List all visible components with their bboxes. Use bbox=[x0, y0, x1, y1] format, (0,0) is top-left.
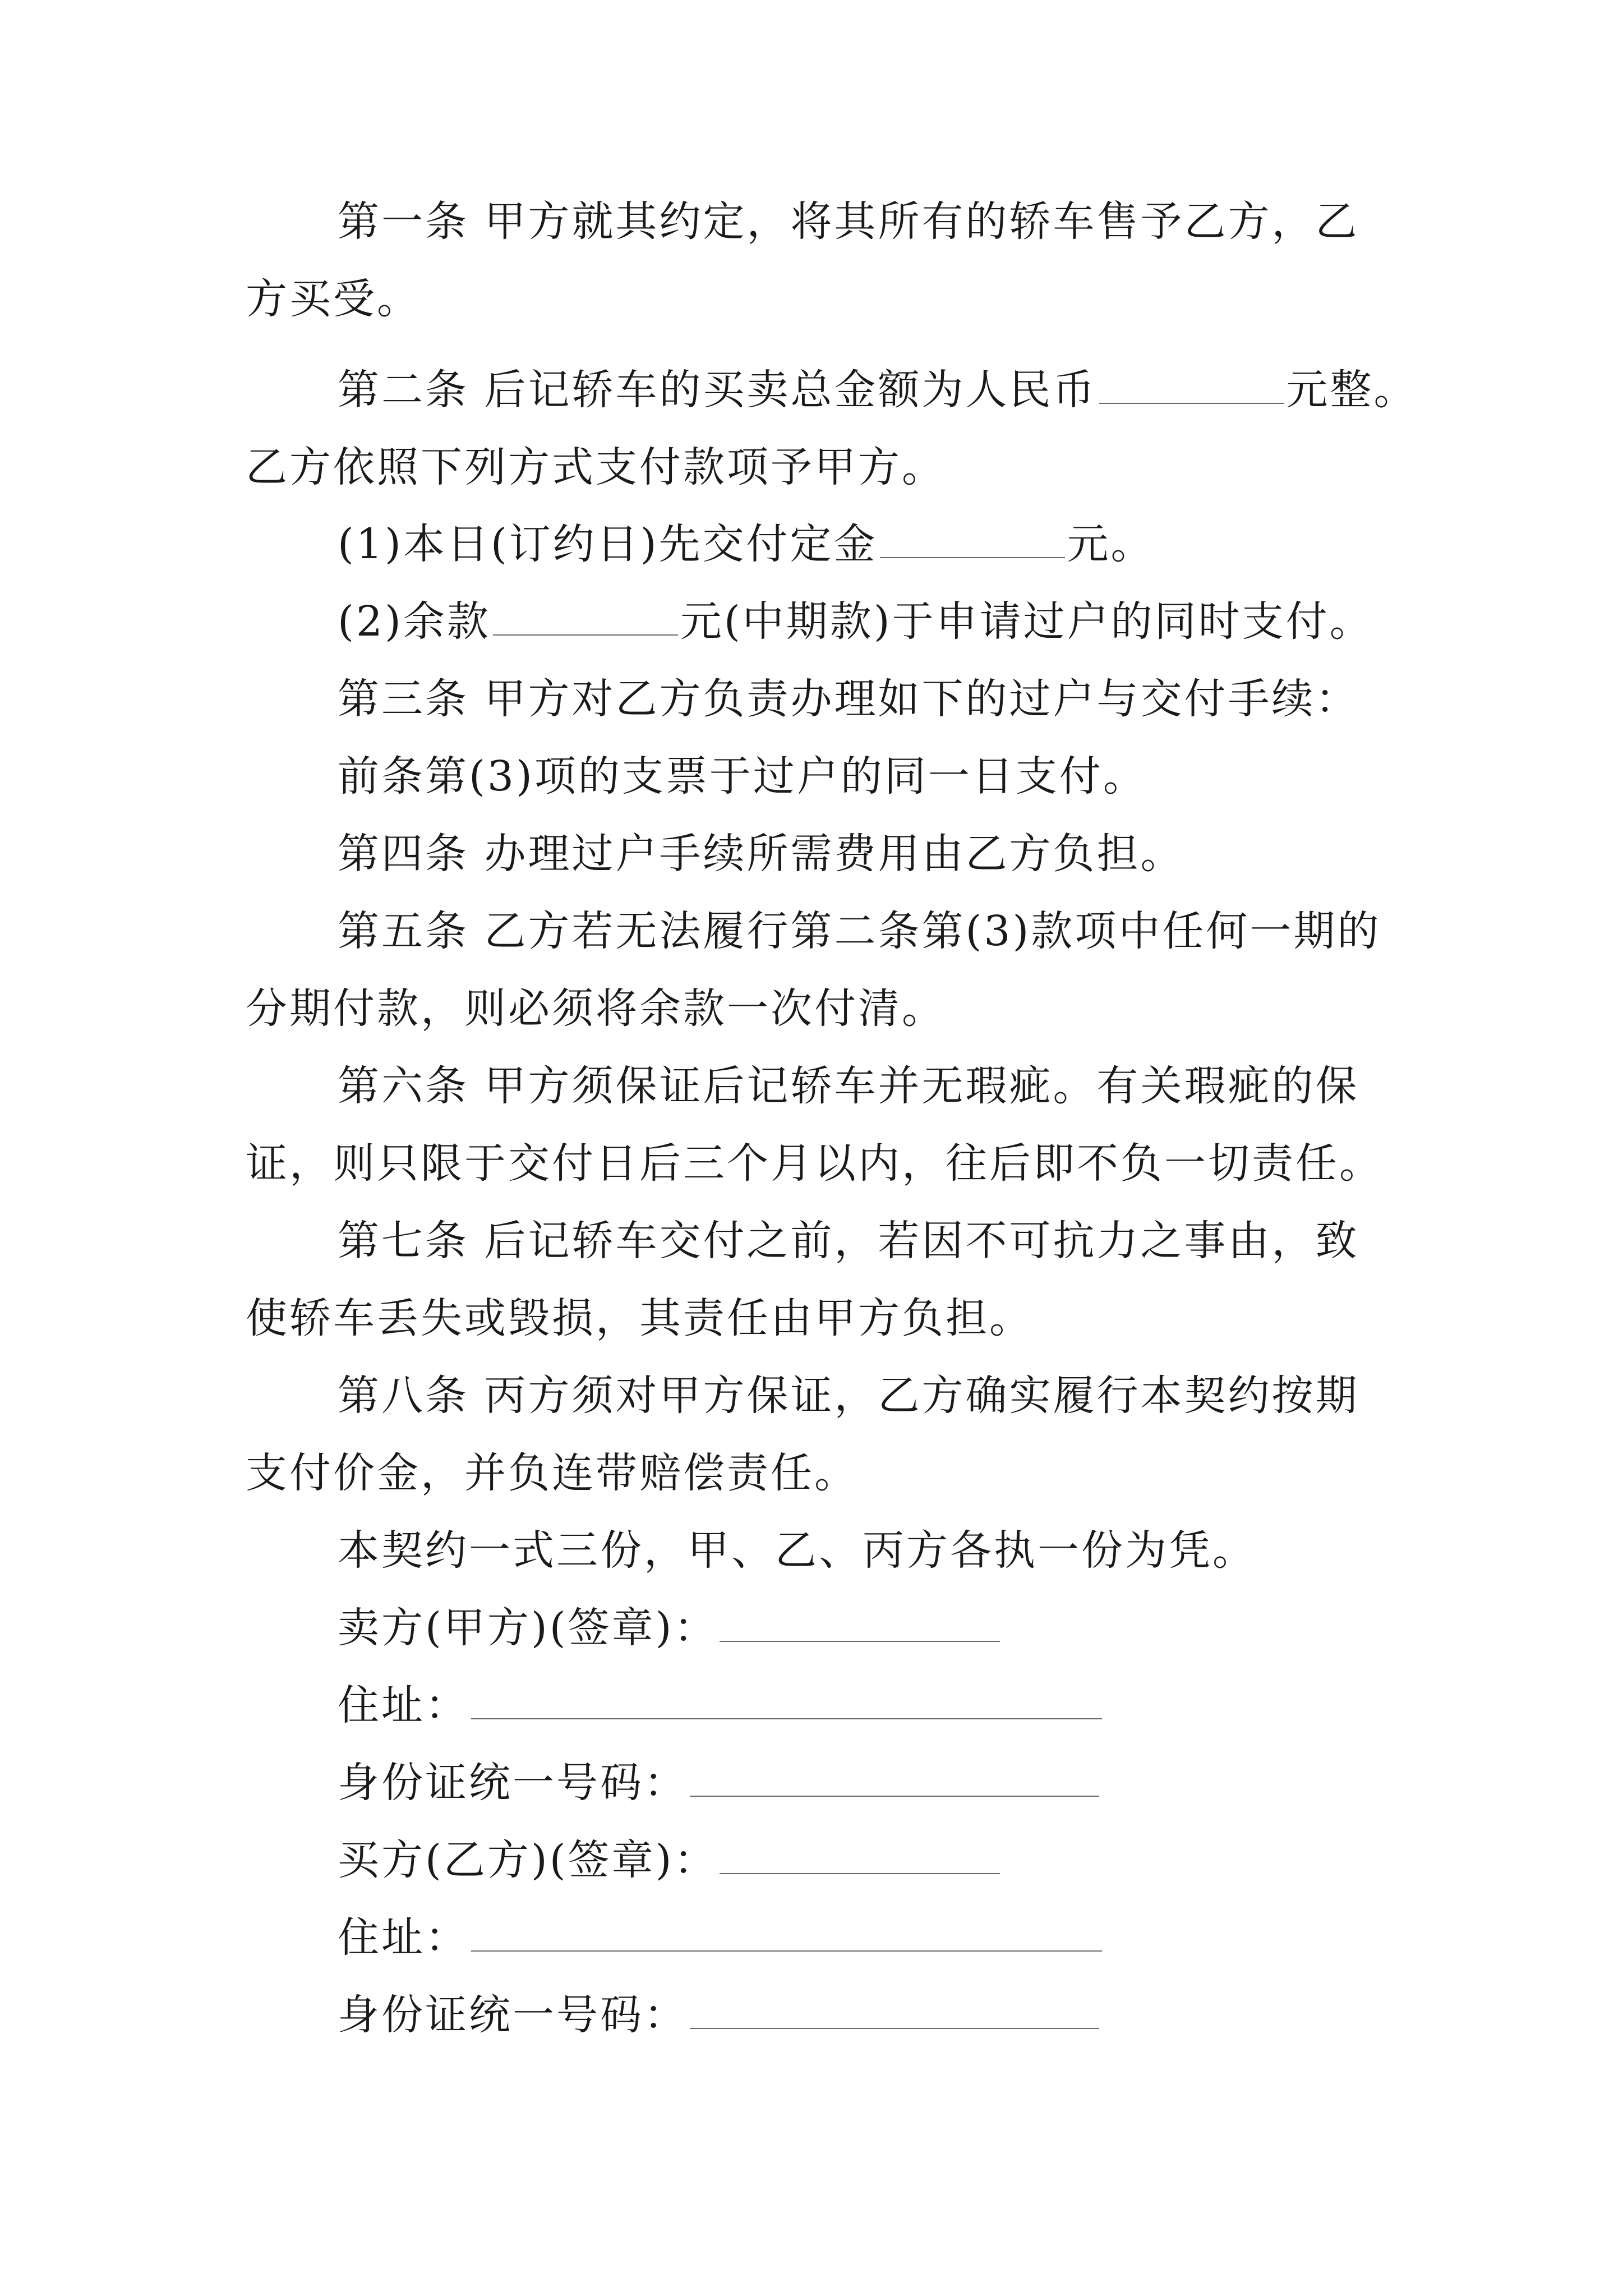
item-2-text-after: 元(中期款)于申请过户的同时支付。 bbox=[680, 597, 1373, 646]
article-2-text-2: 乙方依照下列方式支付款项予甲方。 bbox=[246, 443, 946, 491]
copies-text: 本契约一式三份，甲、乙、丙方各执一份为凭。 bbox=[338, 1526, 1256, 1575]
seller-address-blank[interactable] bbox=[471, 1685, 1102, 1719]
article-7-text-2: 使轿车丢失或毁损，其责任由甲方负担。 bbox=[246, 1294, 1033, 1342]
article-2-line-1 bbox=[338, 362, 1418, 418]
article-5-text-1: 第五条 乙方若无法履行第二条第(3)款项中任何一期的 bbox=[338, 907, 1381, 955]
article-1-line-1 bbox=[338, 194, 1359, 250]
article-8-text-2: 支付价金，并负连带赔偿责任。 bbox=[246, 1449, 858, 1497]
seller-id-line bbox=[338, 1755, 1101, 1811]
article-6-text-1: 第六条 甲方须保证后记轿车并无瑕疵。有关瑕疵的保 bbox=[338, 1062, 1359, 1110]
article-1-text-1: 第一条 甲方就其约定，将其所有的轿车售予乙方，乙 bbox=[338, 197, 1359, 246]
article-3-line-1 bbox=[338, 671, 1359, 727]
seller-address-label: 住址： bbox=[338, 1681, 469, 1729]
article-3-line-2 bbox=[338, 748, 1147, 804]
article-4-text-1: 第四条 办理过户手续所需费用由乙方负担。 bbox=[338, 830, 1184, 878]
buyer-id-blank[interactable] bbox=[690, 1994, 1099, 2029]
seller-id-blank[interactable] bbox=[690, 1762, 1099, 1797]
deposit-amount-blank[interactable] bbox=[880, 523, 1065, 558]
article-3-text-1: 第三条 甲方对乙方负责办理如下的过户与交付手续： bbox=[338, 675, 1359, 723]
article-4-line-1 bbox=[338, 826, 1184, 882]
buyer-signature-line bbox=[338, 1832, 1002, 1888]
item-1-text-after: 元。 bbox=[1067, 520, 1155, 568]
item-2-line bbox=[338, 593, 1373, 650]
buyer-id-label: 身份证统一号码： bbox=[338, 1991, 688, 2039]
buyer-signature-label: 买方(乙方)(签章)： bbox=[338, 1836, 718, 1884]
seller-id-label: 身份证统一号码： bbox=[338, 1759, 688, 1807]
buyer-id-line bbox=[338, 1987, 1101, 2043]
seller-signature-blank[interactable] bbox=[720, 1607, 1000, 1642]
article-5-line-1 bbox=[338, 903, 1381, 959]
article-6-text-2: 证，则只限于交付日后三个月以内，往后即不负一切责任。 bbox=[246, 1139, 1383, 1188]
article-1-text-2: 方买受。 bbox=[246, 275, 421, 323]
article-5-text-2: 分期付款，则必须将余款一次付清。 bbox=[246, 984, 946, 1033]
article-6-line-2 bbox=[246, 1135, 1383, 1191]
balance-amount-blank[interactable] bbox=[493, 601, 678, 636]
buyer-address-blank[interactable] bbox=[471, 1917, 1102, 1952]
article-6-line-1 bbox=[338, 1058, 1359, 1114]
seller-signature-line bbox=[338, 1600, 1002, 1656]
buyer-address-line bbox=[338, 1910, 1104, 1966]
article-5-line-2 bbox=[246, 981, 946, 1037]
seller-signature-label: 卖方(甲方)(签章)： bbox=[338, 1604, 718, 1652]
article-1-line-2 bbox=[246, 271, 421, 327]
seller-address-line bbox=[338, 1677, 1104, 1733]
article-8-text-1: 第八条 丙方须对甲方保证，乙方确实履行本契约按期 bbox=[338, 1372, 1359, 1420]
article-7-text-1: 第七条 后记轿车交付之前，若因不可抗力之事由，致 bbox=[338, 1217, 1359, 1265]
article-2-line-2 bbox=[246, 439, 946, 495]
article-8-line-2 bbox=[246, 1445, 858, 1501]
article-7-line-2 bbox=[246, 1290, 1033, 1346]
article-3-text-2: 前条第(3)项的支票于过户的同一日支付。 bbox=[338, 752, 1147, 800]
article-7-line-1 bbox=[338, 1213, 1359, 1269]
total-amount-blank[interactable] bbox=[1099, 369, 1284, 404]
item-2-text-before: (2)余款 bbox=[338, 597, 491, 646]
article-8-line-1 bbox=[338, 1368, 1359, 1424]
article-2-text-after: 元整。 bbox=[1286, 366, 1418, 414]
buyer-address-label: 住址： bbox=[338, 1913, 469, 1962]
item-1-line bbox=[338, 516, 1155, 572]
buyer-signature-blank[interactable] bbox=[720, 1839, 1000, 1874]
article-2-text-before: 第二条 后记轿车的买卖总金额为人民币 bbox=[338, 366, 1097, 414]
item-1-text-before: (1)本日(订约日)先交付定金 bbox=[338, 520, 878, 568]
copies-line bbox=[338, 1522, 1256, 1579]
